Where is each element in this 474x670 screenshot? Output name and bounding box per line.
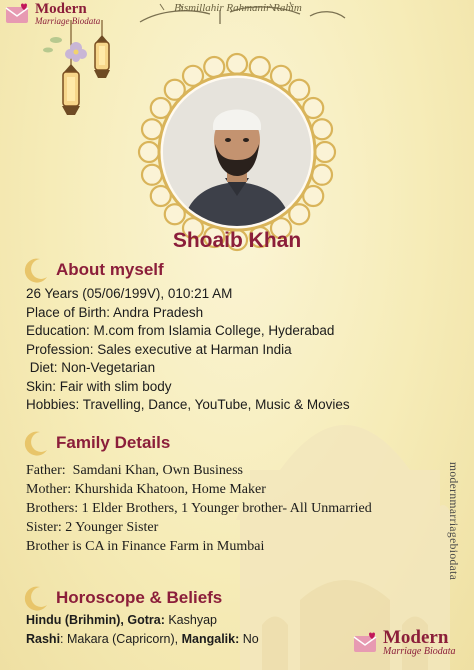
horoscope-religion-line: [26, 611, 259, 630]
profile-photo: [163, 78, 311, 226]
flower-decoration-icon: [36, 30, 96, 70]
family-mother-line: Mother: Khurshida Khatoon, Home Maker: [26, 482, 266, 497]
brand-logo-bottom: [352, 628, 456, 657]
family-details: [26, 461, 372, 556]
horoscope-details: [26, 611, 259, 648]
about-education-line: Education: M.com from Islamia College, Hyderabad: [26, 323, 335, 338]
heart-envelope-icon: [4, 3, 32, 25]
brand-tagline: Marriage Biodata: [35, 16, 101, 26]
about-hobbies-line: Hobbies: Travelling, Dance, YouTube, Music & Movies: [26, 397, 350, 412]
rashi-label: Rashi: [26, 631, 61, 646]
about-section-header: [22, 256, 164, 284]
crescent-moon-icon: [22, 256, 50, 284]
crescent-moon-icon: [22, 429, 50, 457]
family-section-header: [22, 429, 170, 457]
crescent-moon-icon: [22, 584, 50, 612]
brand-name: Modern: [383, 627, 449, 648]
family-father-line: Father: Samdani Khan, Own Business: [26, 463, 243, 478]
about-section-title: About myself: [56, 260, 164, 279]
brand-tagline: Marriage Biodata: [383, 646, 456, 657]
frame-scallop: [312, 165, 332, 185]
heart-envelope-icon: [352, 632, 380, 654]
brand-name: Modern: [35, 1, 87, 17]
mangalik-value: No: [239, 631, 259, 646]
about-skin-line: Skin: Fair with slim body: [26, 378, 172, 394]
family-brothers-line: Brothers: 1 Elder Brothers, 1 Younger brother- All Unmarried: [26, 501, 372, 516]
mangalik-label: Mangalik:: [181, 631, 240, 646]
about-details: [26, 285, 350, 415]
frame-scallop: [142, 119, 162, 139]
about-birthplace-line: Place of Birth: Andra Pradesh: [26, 304, 204, 320]
frame-scallop: [204, 57, 224, 77]
horoscope-section-title: Horoscope & Beliefs: [56, 588, 223, 607]
brand-logo: [4, 2, 100, 26]
frame-scallop: [227, 54, 247, 74]
frame-scallop: [139, 142, 159, 162]
frame-scallop: [315, 142, 335, 162]
family-sister-line: Sister: 2 Younger Sister: [26, 520, 159, 535]
gotra-value: Kashyap: [164, 613, 217, 627]
profile-name: Shoaib Khan: [172, 229, 302, 252]
about-age-line: 26 Years (05/06/199V), 010:21 AM: [26, 286, 233, 301]
about-diet-line: Diet: Non-Vegetarian: [26, 360, 156, 375]
family-brother-note-line: Brother is CA in Finance Farm in Mumbai: [26, 539, 265, 554]
rashi-value: : Makara (Capricorn),: [60, 631, 182, 646]
website-url: modernmarriagebiodata: [447, 462, 459, 581]
frame-scallop: [250, 57, 270, 77]
side-website-text: [447, 462, 473, 607]
horoscope-section-header: [22, 584, 222, 612]
frame-scallop: [142, 165, 162, 185]
about-profession-line: Profession: Sales executive at Harman India: [26, 341, 292, 357]
bismillah-text: Bismillahir Rahmanir Rahim: [174, 2, 302, 14]
horoscope-rashi-line: [26, 630, 259, 649]
religion-label: Hindu (Brihmin), Gotra:: [26, 613, 165, 627]
frame-scallop: [312, 119, 332, 139]
family-section-title: Family Details: [56, 433, 171, 452]
